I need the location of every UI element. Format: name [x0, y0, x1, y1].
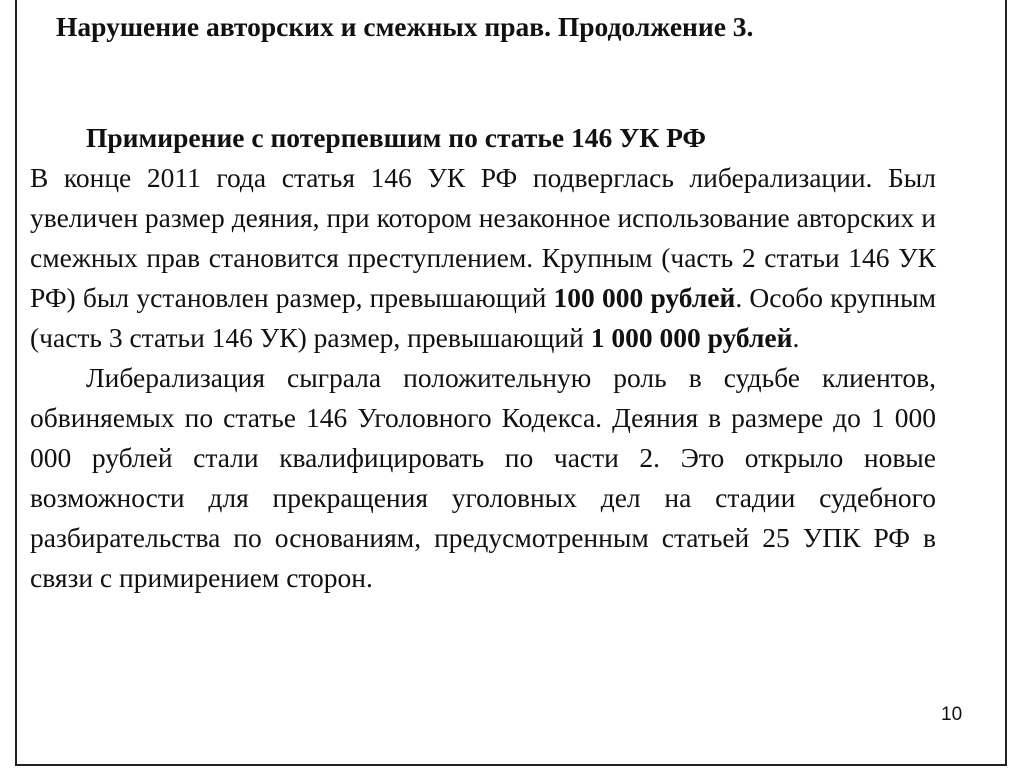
amount-1000000: 1 000 000 рублей: [590, 322, 793, 353]
section-subheading: Примирение с потерпевшим по статье 146 УК РФ: [86, 122, 707, 153]
amount-100000: 100 000 рублей: [553, 282, 736, 313]
paragraph-2: Либерализация сыграла положительную роль в судьбе клиентов, обвиняемых по статье 146 Уголовного Кодекса. Деяния в размере до 1 000 000 рублей стали квалифицировать по части 2. Это открыло новые возможности для прекращения уголовных дел на стадии судебного разбирательства по основаниям, предусмотренным статьей 25 УПК РФ в связи с примирением сторон.: [30, 362, 936, 593]
paragraph-1-text-a: В конце 2011 года статья 146 УК РФ подверглась либерализации. Был увеличен размер деяния, при котором незаконное использование авторских и смежных прав становится преступлением. Крупным (часть 2 статьи 146 УК РФ) был установлен размер, превышающий: [30, 162, 936, 313]
page-number: 10: [941, 704, 963, 725]
paragraph-1-text-c: .: [792, 322, 800, 353]
slide-content: [30, 118, 936, 598]
paragraph-1: [30, 158, 936, 358]
slide-title: Нарушение авторских и смежных прав. Продолжение 3.: [56, 11, 754, 42]
paragraph-1-text-b: . Особо крупным (часть 3 статьи 146 УК) размер, превышающий: [30, 282, 936, 353]
